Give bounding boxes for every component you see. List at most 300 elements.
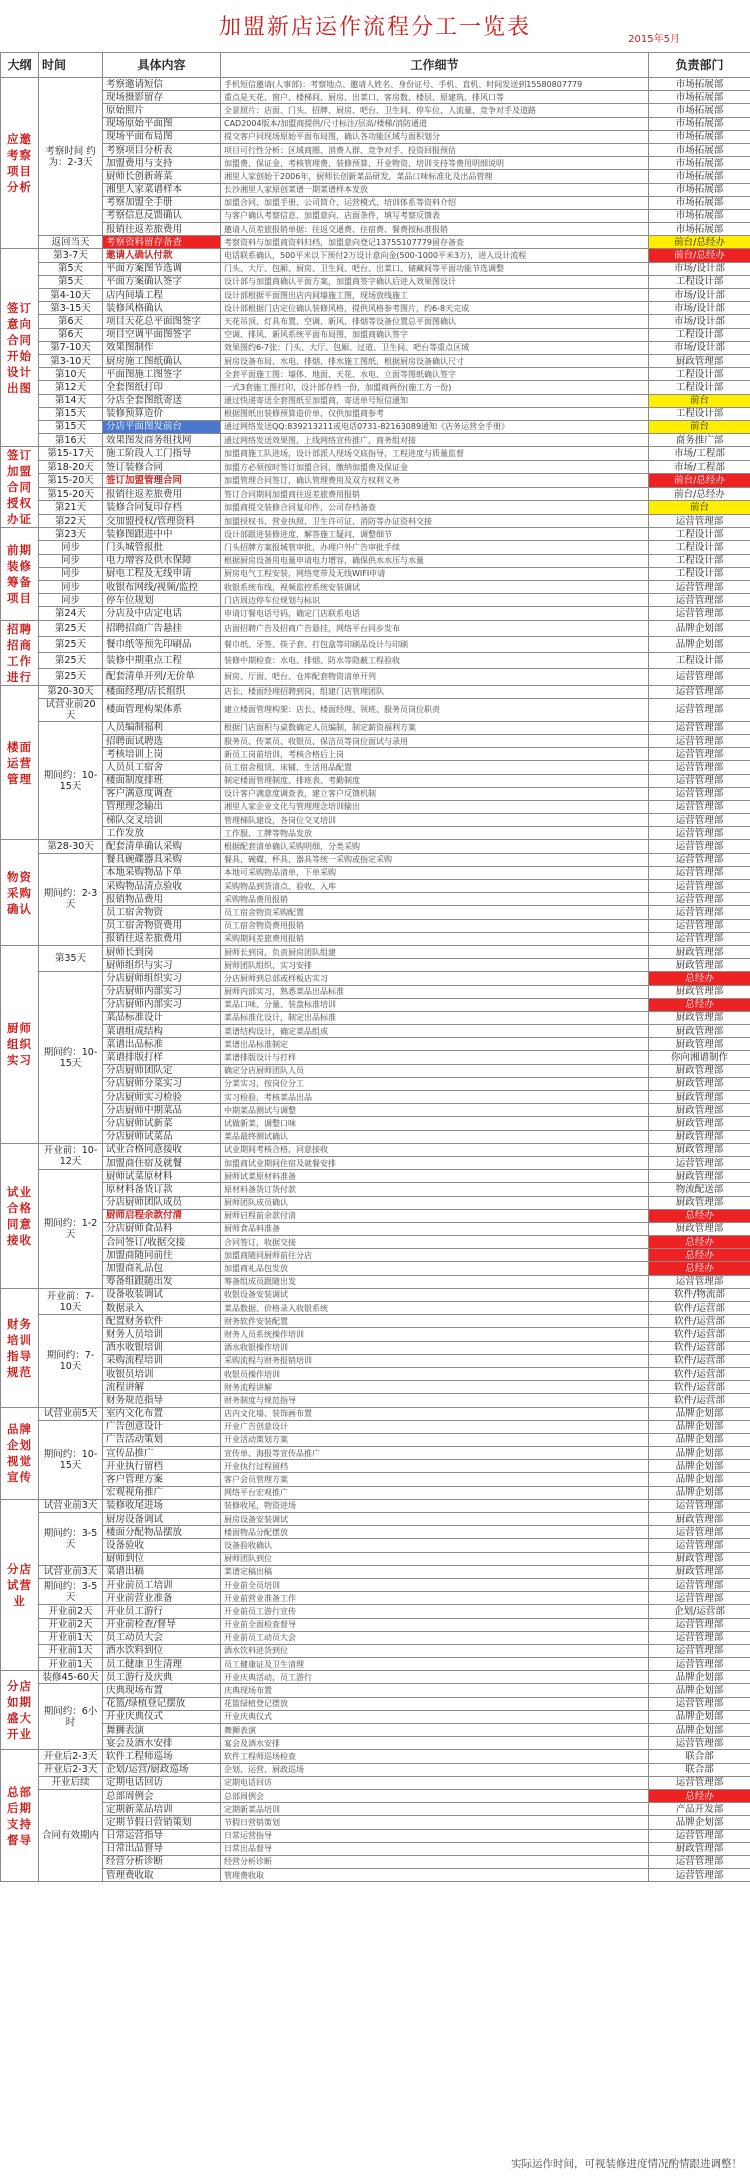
time-cell: 第16天	[39, 434, 103, 447]
dept-cell: 运营管理部	[649, 906, 750, 919]
item-cell: 加盟费用与支持	[103, 157, 221, 170]
item-cell: 员工动员大会	[103, 1631, 221, 1644]
time-cell: 第3-7天	[39, 249, 103, 262]
detail-cell: 员工宿舍租赁、床铺、生活用品配置	[221, 761, 649, 774]
table-row	[1, 117, 750, 130]
table-row	[1, 1776, 750, 1789]
item-cell: 菜品标准设计	[103, 1011, 221, 1024]
item-cell: 酒水饮料到位	[103, 1644, 221, 1657]
detail-cell: 湘里人家创始于2006年，厨师长创新菜品研发，菜品口味标准化及出品管理	[221, 170, 649, 183]
table-row	[1, 315, 750, 328]
process-table	[0, 52, 750, 1882]
time-cell: 开业前：7-10天	[39, 1288, 103, 1314]
dept-cell: 前台/总经办	[649, 236, 750, 249]
table-row	[1, 620, 750, 636]
detail-cell: 设计部根据门店定位确认装修风格，提供风格参考图片，约6-8天完成	[221, 302, 649, 315]
table-row	[1, 1236, 750, 1249]
table-row	[1, 1183, 750, 1196]
footer-note: 实际运作时间，可视装修进度情况酌情跟进调整！	[511, 2158, 742, 2170]
detail-cell: 员工宿舍物资采购配置	[221, 906, 649, 919]
dept-cell: 运营管理部	[649, 514, 750, 528]
detail-cell: 总部周例会	[221, 1789, 649, 1802]
detail-cell: 员工健康证及卫生清理	[221, 1658, 649, 1671]
item-cell: 定期节假日营销策划	[103, 1816, 221, 1829]
table-row	[1, 581, 750, 594]
dept-cell: 前台	[649, 501, 750, 515]
table-row	[1, 787, 750, 800]
time-cell: 第24天	[39, 607, 103, 620]
item-cell: 分店厨师中期菜品	[103, 1104, 221, 1117]
detail-cell: 舞狮表演	[221, 1724, 649, 1737]
table-row	[1, 698, 750, 721]
time-cell: 第15-20天	[39, 474, 103, 488]
item-cell: 店内间墙工程	[103, 289, 221, 302]
table-row	[1, 1394, 750, 1407]
dept-cell: 联合部	[649, 1763, 750, 1776]
detail-cell: 门头招牌方案报城管审批，办理户外广告审批手续	[221, 541, 649, 554]
item-cell: 总部周例会	[103, 1789, 221, 1802]
item-cell: 厨师到位	[103, 1552, 221, 1565]
table-row	[1, 1829, 750, 1842]
item-cell: 厨师试菜原材料	[103, 1170, 221, 1183]
detail-cell: 加盟费、保证金、考核管理费、装修预算、开业物资、培训支持等费用明细说明	[221, 157, 649, 170]
item-cell: 签订装修合同	[103, 460, 221, 474]
detail-cell: 菜谱结构设计，确定菜品组成	[221, 1025, 649, 1038]
table-row	[1, 1658, 750, 1671]
dept-cell: 运营管理部	[649, 685, 750, 698]
item-cell: 效果图发商务组找网	[103, 434, 221, 447]
time-cell: 第14天	[39, 394, 103, 407]
table-row	[1, 487, 750, 501]
table-row	[1, 1539, 750, 1552]
detail-cell: 全套平面施工图：墙体、地面、天花、水电、立面等图纸确认签字	[221, 368, 649, 381]
detail-cell: 设计部与加盟商确认平面方案，加盟商签字确认后进入效果图设计	[221, 275, 649, 288]
item-cell: 客户满意度调查	[103, 787, 221, 800]
item-cell: 花篮/绿植登记摆放	[103, 1697, 221, 1710]
dept-cell: 前台/总经办	[649, 249, 750, 262]
item-cell: 签订加盟管理合同	[103, 474, 221, 488]
detail-cell: 设备验收确认	[221, 1539, 649, 1552]
dept-cell: 产品开发部	[649, 1803, 750, 1816]
item-cell: 全套图纸打印	[103, 381, 221, 394]
dept-cell: 运营管理部	[649, 734, 750, 747]
dept-cell: 软件/运营部	[649, 1341, 750, 1354]
item-cell: 加盟商住宿及就餐	[103, 1156, 221, 1169]
item-cell: 项目空调平面图签字	[103, 328, 221, 341]
table-row	[1, 1367, 750, 1380]
detail-cell: 根据厨房设备用电量申请电力增容，确保供水水压与水量	[221, 554, 649, 567]
dept-cell: 品牌企划部	[649, 1473, 750, 1486]
table-row	[1, 748, 750, 761]
item-cell: 厨电工程及无线申请	[103, 567, 221, 580]
dept-cell: 前台/总经办	[649, 474, 750, 488]
dept-cell: 市场拓展部	[649, 196, 750, 209]
detail-cell: 工作服、工牌等物品发放	[221, 827, 649, 840]
table-row	[1, 381, 750, 394]
table-row	[1, 328, 750, 341]
item-cell: 装修中期重点工程	[103, 653, 221, 669]
detail-cell: 确定分店厨师团队人员	[221, 1064, 649, 1077]
item-cell: 报销物品费用	[103, 893, 221, 906]
detail-cell: 开业活动策划方案	[221, 1433, 649, 1446]
detail-cell: 菜品口味、分量、装盘标准培训	[221, 998, 649, 1011]
dept-cell: 运营管理部	[649, 787, 750, 800]
time-cell: 同步	[39, 554, 103, 567]
dept-cell: 运营管理部	[649, 827, 750, 840]
detail-cell: CAD2004版本/加盟商提供/尺寸标注/层高/楼梯/消防通道	[221, 117, 649, 130]
dept-cell: 总经办	[649, 1249, 750, 1262]
dept-cell: 厨政管理部	[649, 1091, 750, 1104]
table-row	[1, 1407, 750, 1420]
table-row	[1, 1473, 750, 1486]
dept-cell: 运营管理部	[649, 853, 750, 866]
detail-cell: 厨师团队成员确认	[221, 1196, 649, 1209]
dept-cell: 厨政管理部	[649, 1117, 750, 1130]
dept-cell: 运营管理部	[649, 607, 750, 620]
table-row	[1, 1526, 750, 1539]
item-cell: 考察邀请短信	[103, 78, 221, 91]
item-cell: 本地采购物品下单	[103, 866, 221, 879]
time-cell: 第25天	[39, 636, 103, 652]
item-cell: 效果图制作	[103, 341, 221, 354]
item-cell: 管理费收取	[103, 1869, 221, 1882]
detail-cell: 网络平台宏观推广	[221, 1486, 649, 1499]
item-cell: 分店厨师分菜实习	[103, 1077, 221, 1090]
item-cell: 加盟商礼品包	[103, 1262, 221, 1275]
time-cell: 第23天	[39, 528, 103, 541]
dept-cell: 市场/设计部	[649, 302, 750, 315]
section-outline: 财务培训指导规范	[1, 1288, 39, 1407]
table-row	[1, 721, 750, 734]
detail-cell: 加盟方必须按时签订加盟合同，缴纳加盟费及保证金	[221, 460, 649, 474]
table-row	[1, 183, 750, 196]
dept-cell: 软件/运营部	[649, 1394, 750, 1407]
dept-cell: 运营管理部	[649, 1275, 750, 1288]
item-cell: 日常运营指导	[103, 1829, 221, 1842]
dept-cell: 运营管理部	[649, 1644, 750, 1657]
item-cell: 配置财务软件	[103, 1315, 221, 1328]
table-row	[1, 1354, 750, 1367]
detail-cell: 餐具、碗碟、杯具、器具等统一采购或指定采购	[221, 853, 649, 866]
table-row	[1, 368, 750, 381]
detail-cell: 财务制度与规范指导	[221, 1394, 649, 1407]
dept-cell: 品牌企划部	[649, 1420, 750, 1433]
table-row	[1, 223, 750, 236]
item-cell: 门头城管报批	[103, 541, 221, 554]
dept-cell: 运营管理部	[649, 1869, 750, 1882]
detail-cell: 分菜实习，按岗位分工	[221, 1077, 649, 1090]
item-cell: 经营分析诊断	[103, 1855, 221, 1868]
time-cell: 期间约：10-15天	[39, 972, 103, 1143]
table-row	[1, 514, 750, 528]
table-row	[1, 1605, 750, 1618]
item-cell: 原材料备货订款	[103, 1183, 221, 1196]
detail-cell: 菜品最终测试确认	[221, 1130, 649, 1143]
item-cell: 楼面经理/店长组织	[103, 685, 221, 698]
detail-cell: 邀请人员差旅报销单据：往返交通费、住宿费、餐费按标准报销	[221, 223, 649, 236]
item-cell: 舞狮表演	[103, 1724, 221, 1737]
detail-cell: 本地可采购物品清单，下单采购	[221, 866, 649, 879]
table-row	[1, 1288, 750, 1301]
detail-cell: 楼面物品分配摆放	[221, 1526, 649, 1539]
item-cell: 厨师组织与实习	[103, 959, 221, 972]
table-row	[1, 501, 750, 515]
detail-cell: 试业期间考核合格，同意接收	[221, 1143, 649, 1156]
item-cell: 招聘面试聘选	[103, 734, 221, 747]
table-row	[1, 800, 750, 813]
detail-cell: 根据门店面积与桌数确定人员编制，制定薪资福利方案	[221, 721, 649, 734]
item-cell: 酒水收银培训	[103, 1341, 221, 1354]
dept-cell: 厨政管理部	[649, 1130, 750, 1143]
dept-cell: 厨政管理部	[649, 1025, 750, 1038]
table-row	[1, 1816, 750, 1829]
item-cell: 开业员工游行	[103, 1605, 221, 1618]
table-row	[1, 998, 750, 1011]
item-cell: 宏观视角推广	[103, 1486, 221, 1499]
item-cell: 筹备组跟随出发	[103, 1275, 221, 1288]
dept-cell: 总经办	[649, 972, 750, 985]
detail-cell: 签订合同期间加盟商往返差旅费用报销	[221, 487, 649, 501]
item-cell: 分店厨师团队成员	[103, 1196, 221, 1209]
section-outline: 试业合格同意接收	[1, 1143, 39, 1288]
detail-cell: 设计部跟进装修进度，解答施工疑问，调整细节	[221, 528, 649, 541]
dept-cell: 品牌企划部	[649, 1710, 750, 1723]
table-row	[1, 1618, 750, 1631]
detail-cell: 菜品标准化设计，制定出品标准	[221, 1011, 649, 1024]
detail-cell: 企划、运营、厨政巡场	[221, 1763, 649, 1776]
section-outline: 前期装修筹备项目	[1, 528, 39, 620]
detail-cell: 经营分析诊断	[221, 1855, 649, 1868]
table-row	[1, 906, 750, 919]
time-cell: 第10天	[39, 368, 103, 381]
table-row	[1, 1038, 750, 1051]
item-cell: 分店厨师试菜品	[103, 1130, 221, 1143]
detail-cell: 菜谱出品标准制定	[221, 1038, 649, 1051]
detail-cell: 财务人员系统操作培训	[221, 1328, 649, 1341]
dept-cell: 品牌企划部	[649, 1684, 750, 1697]
item-cell: 分店厨师实习检验	[103, 1091, 221, 1104]
dept-cell: 运营管理部	[649, 919, 750, 932]
dept-cell: 运营管理部	[649, 1499, 750, 1512]
dept-cell: 运营管理部	[649, 1631, 750, 1644]
item-cell: 分店全套图纸寄送	[103, 394, 221, 407]
time-cell: 第3-15天	[39, 302, 103, 315]
table-row	[1, 1170, 750, 1183]
dept-cell: 市场/工程部	[649, 447, 750, 461]
table-row	[1, 420, 750, 433]
item-cell: 报销往返差旅费用	[103, 932, 221, 945]
time-cell: 第35天	[39, 945, 103, 971]
detail-cell: 设计客户满意度调查表，建立客户反馈机制	[221, 787, 649, 800]
dept-cell: 总经办	[649, 1236, 750, 1249]
table-row	[1, 262, 750, 275]
dept-cell: 运营管理部	[649, 800, 750, 813]
detail-cell: 酒水饮料进货到位	[221, 1644, 649, 1657]
table-row	[1, 1156, 750, 1169]
item-cell: 工作发放	[103, 827, 221, 840]
table-row	[1, 104, 750, 117]
detail-cell: 庆典现场布置	[221, 1684, 649, 1697]
detail-cell: 店长、楼面经理招聘到岗，组建门店管理团队	[221, 685, 649, 698]
item-cell: 装修合同复印存档	[103, 501, 221, 515]
document-date: 2015年5月	[628, 34, 680, 45]
dept-cell: 总经办	[649, 1209, 750, 1222]
dept-cell: 厨政管理部	[649, 1011, 750, 1024]
item-cell: 加盟商随同前往	[103, 1249, 221, 1262]
dept-cell: 软件/运营部	[649, 1354, 750, 1367]
time-cell: 第15天	[39, 407, 103, 420]
dept-cell: 品牌企划部	[649, 1816, 750, 1829]
table-row	[1, 1143, 750, 1156]
detail-cell: 通过网络发送QQ:839213211或电话0731-82163089通知《店务运营全手册》	[221, 420, 649, 433]
table-row	[1, 932, 750, 945]
time-cell: 开业前1天	[39, 1658, 103, 1671]
detail-cell: 厨师长到岗，负责厨房团队组建	[221, 945, 649, 958]
detail-cell: 加盟商试业期间住宿及就餐安排	[221, 1156, 649, 1169]
detail-cell: 装修收尾，物资进场	[221, 1499, 649, 1512]
time-cell: 第22天	[39, 514, 103, 528]
dept-cell: 厨政管理部	[649, 959, 750, 972]
item-cell: 财务人员培训	[103, 1328, 221, 1341]
dept-cell: 市场拓展部	[649, 78, 750, 91]
table-row	[1, 541, 750, 554]
dept-cell: 厨政管理部	[649, 1842, 750, 1855]
dept-cell: 市场拓展部	[649, 143, 750, 156]
dept-cell: 运营管理部	[649, 893, 750, 906]
detail-cell: 提交客户同现场原始平面布局图，确认各功能区域与面积划分	[221, 130, 649, 143]
item-cell: 梯队交叉培训	[103, 814, 221, 827]
dept-cell: 品牌企划部	[649, 1447, 750, 1460]
table-row	[1, 1302, 750, 1315]
time-cell: 返回当天	[39, 236, 103, 249]
table-row	[1, 460, 750, 474]
detail-cell: 全景照片：店面、门头、招牌、厨房、吧台、卫生间、停车位、人流量、竞争对手及道路	[221, 104, 649, 117]
item-cell: 分店厨师食品料	[103, 1222, 221, 1235]
table-row	[1, 1737, 750, 1750]
table-row	[1, 1104, 750, 1117]
detail-cell: 试做新菜，调整口味	[221, 1117, 649, 1130]
time-cell: 第25天	[39, 653, 103, 669]
detail-cell: 店内文化墙、装饰画布置	[221, 1407, 649, 1420]
dept-cell: 品牌企划部	[649, 636, 750, 652]
table-row	[1, 91, 750, 104]
item-cell: 报销往返差旅费用	[103, 487, 221, 501]
dept-cell: 运营管理部	[649, 698, 750, 721]
dept-cell: 市场拓展部	[649, 223, 750, 236]
dept-cell: 市场拓展部	[649, 91, 750, 104]
dept-cell: 工程设计部	[649, 275, 750, 288]
section-outline: 签订加盟合同授权办证	[1, 447, 39, 528]
item-cell: 员工游行及庆典	[103, 1671, 221, 1684]
table-row	[1, 814, 750, 827]
detail-cell: 加盟授权书、营业执照、卫生许可证、消防等办证资料交接	[221, 514, 649, 528]
item-cell: 考察信息反馈确认	[103, 209, 221, 222]
item-cell: 配套清单确认采购	[103, 840, 221, 853]
item-cell: 厨房设备调试	[103, 1513, 221, 1526]
dept-cell: 工程设计部	[649, 381, 750, 394]
table-row	[1, 341, 750, 354]
table-row	[1, 1803, 750, 1816]
item-cell: 收银员培训	[103, 1367, 221, 1380]
dept-cell: 工程设计部	[649, 407, 750, 420]
item-cell: 考察项目分析表	[103, 143, 221, 156]
time-cell: 期间约：2-3天	[39, 853, 103, 945]
detail-cell: 管理费收取	[221, 1869, 649, 1882]
table-row	[1, 434, 750, 447]
item-cell: 菜谱排版打样	[103, 1051, 221, 1064]
table-row	[1, 1724, 750, 1737]
time-cell: 第18-20天	[39, 460, 103, 474]
section-outline: 总部后期支持督导	[1, 1750, 39, 1882]
dept-cell: 前台	[649, 420, 750, 433]
dept-cell: 工程设计部	[649, 541, 750, 554]
detail-cell: 员工宿舍物资费用报销	[221, 919, 649, 932]
table-row	[1, 1447, 750, 1460]
table-row	[1, 972, 750, 985]
dept-cell: 运营管理部	[649, 1737, 750, 1750]
item-cell: 电力增容及供水保障	[103, 554, 221, 567]
dept-cell: 运营管理部	[649, 721, 750, 734]
dept-cell: 前台/总经办	[649, 487, 750, 501]
dept-cell: 市场拓展部	[649, 157, 750, 170]
item-cell: 招聘招商广告悬挂	[103, 620, 221, 636]
table-row	[1, 1750, 750, 1763]
time-cell: 第4-10天	[39, 289, 103, 302]
item-cell: 分店厨师组织实习	[103, 972, 221, 985]
table-row	[1, 1869, 750, 1882]
detail-cell: 开业执行过程留档	[221, 1460, 649, 1473]
section-outline: 应邀考察项目分析	[1, 78, 39, 249]
dept-cell: 运营管理部	[649, 581, 750, 594]
item-cell: 配套清单开列/无价单	[103, 669, 221, 685]
dept-cell: 品牌企划部	[649, 1460, 750, 1473]
table-row	[1, 669, 750, 685]
detail-cell: 设计部根据平面图出店内间墙施工图，现场放线施工	[221, 289, 649, 302]
table-row	[1, 289, 750, 302]
item-cell: 采购流程培训	[103, 1354, 221, 1367]
table-row	[1, 1341, 750, 1354]
dept-cell: 运营管理部	[649, 1592, 750, 1605]
time-cell: 期间约：10-15天	[39, 1420, 103, 1499]
table-row	[1, 1499, 750, 1512]
item-cell: 施工阶段人工门指导	[103, 447, 221, 461]
detail-cell: 合同签订，收据交接	[221, 1236, 649, 1249]
table-row	[1, 1631, 750, 1644]
item-cell: 考核培训上岗	[103, 748, 221, 761]
table-row	[1, 853, 750, 866]
detail-cell: 厨师内部实习，熟悉菜品出品标准	[221, 985, 649, 998]
dept-cell: 运营管理部	[649, 761, 750, 774]
detail-cell: 开业前员工游行宣传	[221, 1605, 649, 1618]
detail-cell: 采购流程与财务报销培训	[221, 1354, 649, 1367]
time-cell: 期间约：3-5天	[39, 1578, 103, 1604]
item-cell: 开业前检查/督导	[103, 1618, 221, 1631]
dept-cell: 厨政管理部	[649, 1104, 750, 1117]
time-cell: 同步	[39, 541, 103, 554]
detail-cell: 厨师团队组织、实习安排	[221, 959, 649, 972]
item-cell: 餐具碗碟器具采购	[103, 853, 221, 866]
dept-cell: 市场拓展部	[649, 209, 750, 222]
table-row	[1, 945, 750, 958]
detail-cell: 采购物品费用报销	[221, 893, 649, 906]
detail-cell: 制定楼面管理制度、排班表、考勤制度	[221, 774, 649, 787]
page-title: 加盟新店运作流程分工一览表	[218, 15, 531, 40]
dept-cell: 运营管理部	[649, 880, 750, 893]
table-row	[1, 1513, 750, 1526]
section-outline: 招聘招商工作进行	[1, 620, 39, 685]
table-row	[1, 1222, 750, 1235]
detail-cell: 厨师启程前余款付清	[221, 1209, 649, 1222]
